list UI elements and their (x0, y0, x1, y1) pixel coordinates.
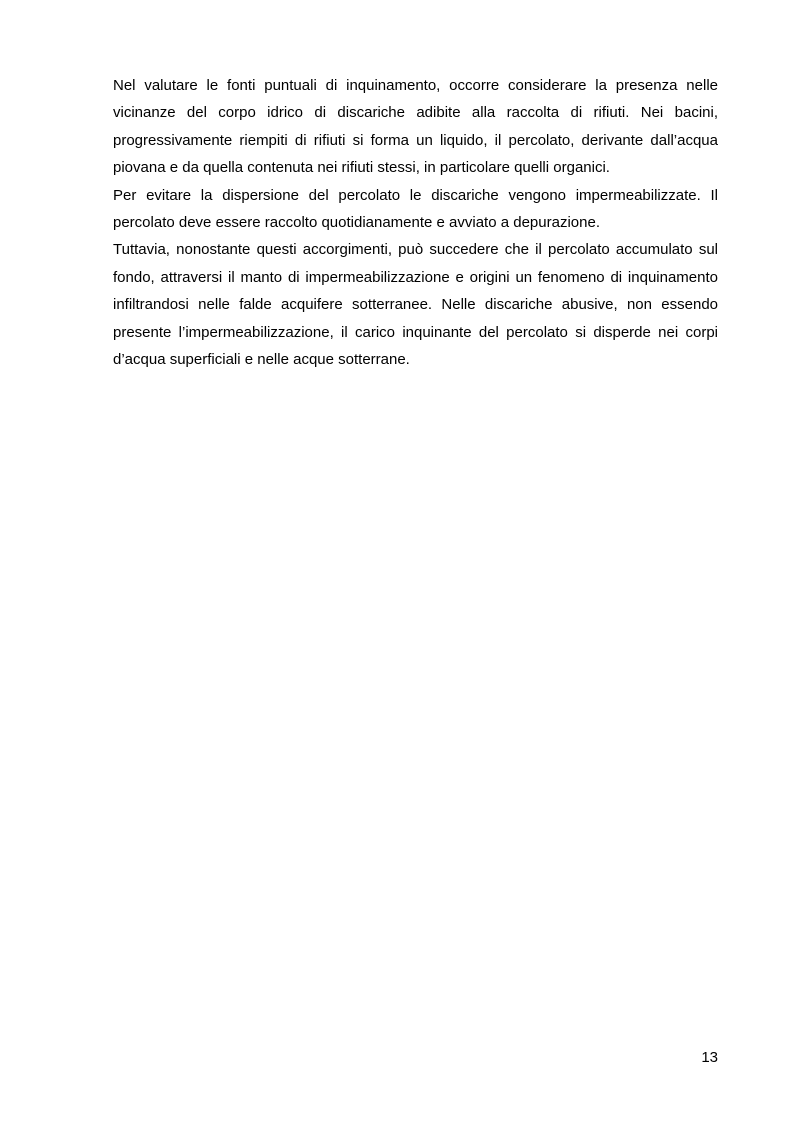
paragraph-infiltration: Tuttavia, nonostante questi accorgimenti, può succedere che il percolato accumulato sul fondo, attraversi il manto di impermeabilizzazione e origini un fenomeno di inquinamento infiltrandosi nelle falde acquifere sotterranee. Nelle discariche abusive, non essendo presente l’impermeabilizzazione, il carico inquinante del percolato si disperde nei corpi d’acqua superficiali e nelle acque sotterrane. (113, 241, 718, 369)
paragraph-waterproofing: Per evitare la dispersione del percolato le discariche vengono impermeabilizzate. Il percolato deve essere raccolto quotidianamente e avviato a depurazione. (113, 186, 718, 232)
page-number: 13 (701, 1049, 718, 1066)
body-text (113, 72, 718, 373)
paragraph-landfills: Nel valutare le fonti puntuali di inquinamento, occorre considerare la presenza nelle vicinanze del corpo idrico di discariche adibite alla raccolta di rifiuti. Nei bacini, progressivamente riempiti di rifiuti si forma un liquido, il percolato, derivante dall’acqua piovana e da quella contenuta nei rifiuti stessi, in particolare quelli organici. (113, 77, 718, 177)
